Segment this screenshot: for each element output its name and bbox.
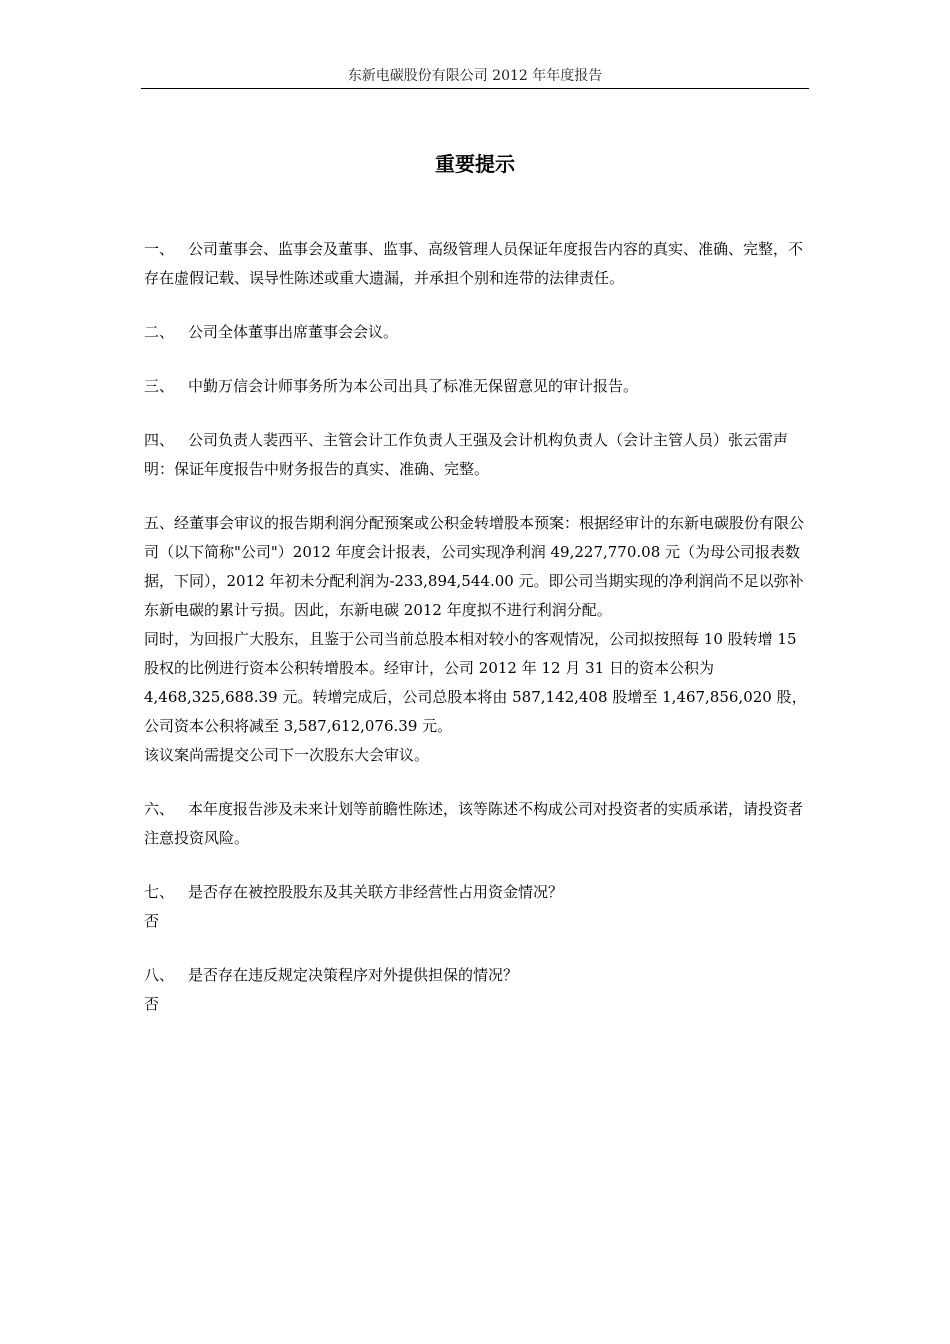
section-1 <box>144 235 810 293</box>
section-number: 五、 <box>144 514 175 532</box>
section-paragraph <box>144 426 810 484</box>
section-3 <box>144 372 810 401</box>
section-text: 公司董事会、监事会及董事、监事、高级管理人员保证年度报告内容的真实、准确、完整，不存在虚假记载、误导性陈述或重大遗漏，并承担个别和连带的法律责任。 <box>144 240 804 287</box>
section-5 <box>144 509 810 770</box>
section-number: 八、 <box>144 966 175 984</box>
section-answer: 否 <box>144 912 160 930</box>
running-header: 东新电碳股份有限公司 2012 年年度报告 <box>347 68 603 84</box>
section-number: 一、 <box>144 240 175 258</box>
section-4 <box>144 426 810 484</box>
section-text: 公司负责人裴西平、主管会计工作负责人王强及会计机构负责人（会计主管人员）张云雷声明：保证年度报告中财务报告的真实、准确、完整。 <box>144 431 789 478</box>
section-text: 经董事会审议的报告期利润分配预案或公积金转增股本预案：根据经审计的东新电碳股份有限公司（以下简称"公司"）2012 年度会计报表，公司实现净利润 49,227,770.08 元（为母公司报表数据，下同），2012 年初未分配利润为-233,894,544.00 元。即公司当期实现的净利润尚不足以弥补东新电碳的累计亏损。因此，东新电碳 2012 年度拟不进行利润分配。 <box>144 514 805 619</box>
section-paragraph: 该议案尚需提交公司下一次股东大会审议。 <box>144 746 430 764</box>
section-number: 六、 <box>144 800 175 818</box>
section-text: 中勤万信会计师事务所为本公司出具了标准无保留意见的审计报告。 <box>188 377 639 395</box>
section-6 <box>144 795 810 853</box>
section-paragraph <box>144 795 810 853</box>
section-number: 七、 <box>144 883 175 901</box>
section-answer: 否 <box>144 995 160 1013</box>
header-rule <box>141 88 809 89</box>
section-question: 是否存在被控股股东及其关联方非经营性占用资金情况？ <box>188 883 564 901</box>
section-text: 公司全体董事出席董事会会议。 <box>188 323 399 341</box>
section-paragraph <box>144 509 810 625</box>
document-body <box>144 235 810 1044</box>
section-paragraph <box>144 961 810 990</box>
section-number: 三、 <box>144 377 175 395</box>
section-text: 本年度报告涉及未来计划等前瞻性陈述，该等陈述不构成公司对投资者的实质承诺，请投资者注意投资风险。 <box>144 800 804 847</box>
section-paragraph <box>144 235 810 293</box>
section-question: 是否存在违反规定决策程序对外提供担保的情况？ <box>188 966 519 984</box>
section-2 <box>144 318 810 347</box>
section-8 <box>144 961 810 1019</box>
section-paragraph <box>144 372 810 401</box>
page-title: 重要提示 <box>435 152 515 176</box>
section-number: 二、 <box>144 323 175 341</box>
section-7 <box>144 878 810 936</box>
section-number: 四、 <box>144 431 175 449</box>
section-paragraph <box>144 878 810 907</box>
section-paragraph: 同时，为回报广大股东，且鉴于公司当前总股本相对较小的客观情况，公司拟按照每 10 股转增 15 股权的比例进行资本公积转增股本。经审计，公司 2012 年 12 月 31 日的资本公积为 4,468,325,688.39 元。转增完成后，公司总股本将由 587,142,408 股增至 1,467,856,020 股，公司资本公积将减至 3,587,612,076.39 元。 <box>144 630 807 735</box>
section-paragraph <box>144 318 810 347</box>
